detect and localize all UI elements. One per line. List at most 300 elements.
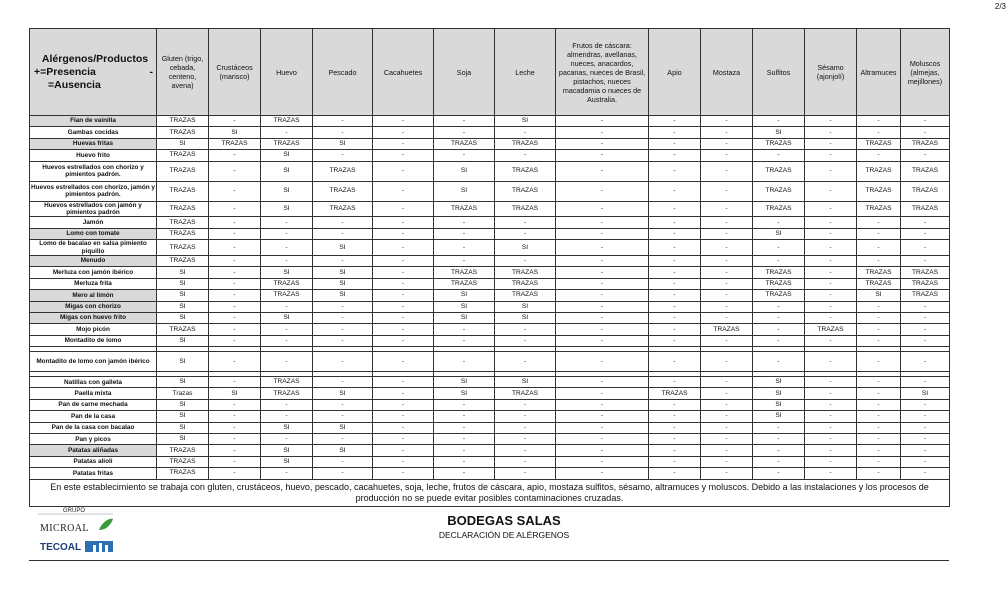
allergen-cell: -	[261, 324, 313, 335]
allergen-cell: SI	[313, 290, 373, 301]
allergen-cell: -	[209, 255, 261, 266]
allergen-cell: TRAZAS	[261, 278, 313, 289]
table-row	[30, 116, 950, 127]
table-row	[30, 445, 950, 456]
allergen-cell: SI	[261, 267, 313, 278]
allergen-cell: -	[556, 278, 649, 289]
allergen-cell: -	[373, 324, 434, 335]
allergen-cell: -	[649, 278, 701, 289]
product-name: Paella mixta	[30, 388, 157, 399]
allergen-cell: -	[901, 411, 950, 422]
table-row	[30, 228, 950, 239]
table-row	[30, 456, 950, 467]
allergen-cell: -	[556, 228, 649, 239]
allergen-cell: SI	[753, 399, 805, 410]
allergen-cell: -	[805, 290, 857, 301]
allergen-cell: -	[373, 290, 434, 301]
allergen-cell: -	[495, 150, 556, 161]
allergen-cell: -	[901, 434, 950, 445]
allergen-cell: -	[649, 377, 701, 388]
allergen-cell: -	[901, 324, 950, 335]
column-header: Mostaza	[701, 29, 753, 116]
allergen-cell: -	[313, 468, 373, 479]
allergen-cell: SI	[261, 161, 313, 181]
allergen-cell: -	[805, 312, 857, 323]
allergen-cell: -	[701, 267, 753, 278]
allergen-cell: TRAZAS	[157, 468, 209, 479]
allergen-cell: -	[805, 228, 857, 239]
allergen-cell: -	[753, 468, 805, 479]
allergen-cell: -	[901, 352, 950, 372]
allergen-cell: -	[805, 411, 857, 422]
allergen-cell: TRAZAS	[753, 161, 805, 181]
allergen-cell: TRAZAS	[157, 181, 209, 201]
allergen-cell: -	[556, 468, 649, 479]
table-row	[30, 278, 950, 289]
allergen-cell: TRAZAS	[209, 138, 261, 149]
allergen-cell: -	[495, 335, 556, 346]
allergen-cell: -	[209, 228, 261, 239]
allergen-cell: -	[649, 411, 701, 422]
allergen-cell: -	[556, 335, 649, 346]
table-row	[30, 312, 950, 323]
product-name: Pan de carne mechada	[30, 399, 157, 410]
header-line: Alérgenos/Productos	[41, 52, 149, 65]
table-row	[30, 411, 950, 422]
allergen-cell: -	[556, 434, 649, 445]
allergen-cell: -	[857, 399, 901, 410]
allergen-cell: -	[857, 217, 901, 228]
allergen-cell: -	[805, 138, 857, 149]
allergen-cell: -	[495, 468, 556, 479]
allergen-cell: TRAZAS	[157, 161, 209, 181]
allergen-cell: SI	[261, 456, 313, 467]
allergen-cell: -	[701, 456, 753, 467]
allergen-cell: -	[753, 312, 805, 323]
allergen-cell: TRAZAS	[901, 267, 950, 278]
allergen-cell: -	[261, 352, 313, 372]
allergen-cell: -	[857, 255, 901, 266]
allergen-cell: -	[556, 201, 649, 217]
allergen-cell: SI	[157, 301, 209, 312]
allergen-cell: SI	[753, 388, 805, 399]
allergen-cell: -	[209, 278, 261, 289]
allergen-cell: -	[434, 399, 495, 410]
document-subtitle: DECLARACIÓN DE ALÉRGENOS	[438, 530, 570, 540]
allergen-cell: -	[901, 228, 950, 239]
allergen-cell: -	[753, 324, 805, 335]
allergen-cell: -	[209, 434, 261, 445]
product-name: Mero al limón	[30, 290, 157, 301]
allergen-cell: -	[753, 352, 805, 372]
allergen-cell: TRAZAS	[313, 181, 373, 201]
allergen-cell: -	[753, 255, 805, 266]
allergen-cell: -	[373, 445, 434, 456]
allergen-cell: SI	[434, 312, 495, 323]
allergen-cell: TRAZAS	[157, 456, 209, 467]
allergen-cell: SI	[313, 278, 373, 289]
allergen-cell: SI	[753, 377, 805, 388]
allergen-cell: -	[556, 312, 649, 323]
table-row	[30, 335, 950, 346]
allergen-cell: TRAZAS	[901, 278, 950, 289]
allergen-cell: -	[313, 127, 373, 138]
allergen-cell: TRAZAS	[701, 324, 753, 335]
allergen-cell: TRAZAS	[857, 278, 901, 289]
allergen-cell: TRAZAS	[495, 278, 556, 289]
allergen-cell: -	[556, 301, 649, 312]
allergen-cell: TRAZAS	[313, 161, 373, 181]
allergen-cell: TRAZAS	[434, 138, 495, 149]
allergen-cell: SI	[313, 388, 373, 399]
allergen-cell: -	[261, 411, 313, 422]
allergen-cell: -	[556, 324, 649, 335]
allergen-cell: -	[857, 127, 901, 138]
allergen-cell: -	[373, 377, 434, 388]
allergen-cell: -	[701, 434, 753, 445]
allergen-cell: -	[434, 116, 495, 127]
allergen-cell: -	[434, 456, 495, 467]
allergen-cell: -	[209, 468, 261, 479]
allergen-cell: SI	[753, 228, 805, 239]
footer-divider	[29, 560, 949, 561]
allergen-cell: -	[701, 290, 753, 301]
allergen-cell: TRAZAS	[901, 161, 950, 181]
allergen-cell: SI	[261, 181, 313, 201]
allergen-cell: -	[857, 240, 901, 256]
allergen-cell: SI	[434, 290, 495, 301]
allergen-cell: SI	[157, 434, 209, 445]
allergen-cell: -	[495, 434, 556, 445]
allergen-cell: TRAZAS	[805, 324, 857, 335]
allergen-cell: -	[495, 411, 556, 422]
allergen-cell: -	[701, 468, 753, 479]
allergen-cell: -	[701, 127, 753, 138]
allergen-cell: -	[434, 255, 495, 266]
allergen-cell: -	[805, 240, 857, 256]
allergen-cell: -	[209, 240, 261, 256]
allergen-cell: -	[857, 324, 901, 335]
allergen-cell: -	[373, 217, 434, 228]
allergen-cell: -	[373, 301, 434, 312]
allergen-cell: -	[753, 434, 805, 445]
allergen-cell: TRAZAS	[753, 290, 805, 301]
product-name: Huevos estrellados con jamón y pimientos padrón	[30, 201, 157, 217]
allergen-cell: -	[805, 399, 857, 410]
allergen-cell: -	[313, 255, 373, 266]
allergen-cell: -	[701, 352, 753, 372]
allergen-cell: -	[495, 399, 556, 410]
allergen-cell: -	[373, 422, 434, 433]
allergen-cell: SI	[261, 150, 313, 161]
allergen-cell: TRAZAS	[857, 267, 901, 278]
allergen-cell: TRAZAS	[157, 240, 209, 256]
allergen-cell: TRAZAS	[157, 324, 209, 335]
allergen-cell: -	[805, 468, 857, 479]
allergen-cell: SI	[157, 335, 209, 346]
allergen-cell: TRAZAS	[753, 138, 805, 149]
allergen-cell: SI	[495, 301, 556, 312]
allergen-cell: -	[373, 127, 434, 138]
allergen-cell: -	[701, 217, 753, 228]
allergen-cell: -	[701, 312, 753, 323]
allergen-cell: -	[805, 434, 857, 445]
allergen-cell: TRAZAS	[261, 388, 313, 399]
allergen-cell: -	[901, 468, 950, 479]
table-row	[30, 150, 950, 161]
allergen-cell: -	[857, 312, 901, 323]
allergen-cell: -	[805, 335, 857, 346]
allergen-cell: TRAZAS	[753, 278, 805, 289]
allergen-cell: -	[373, 201, 434, 217]
allergen-cell: SI	[753, 411, 805, 422]
table-row	[30, 201, 950, 217]
allergen-cell: SI	[313, 422, 373, 433]
allergen-cell: SI	[753, 127, 805, 138]
allergen-cell: -	[901, 335, 950, 346]
allergen-cell: -	[209, 456, 261, 467]
allergen-cell: TRAZAS	[495, 138, 556, 149]
allergen-cell: -	[701, 116, 753, 127]
allergen-cell: SI	[313, 267, 373, 278]
allergen-cell: -	[649, 335, 701, 346]
table-row	[30, 290, 950, 301]
product-name: Merluza con jamón ibérico	[30, 267, 157, 278]
product-name: Pan de la casa con bacalao	[30, 422, 157, 433]
allergen-cell: -	[209, 335, 261, 346]
allergen-cell: -	[373, 468, 434, 479]
allergen-cell: -	[373, 150, 434, 161]
allergen-cell: SI	[209, 388, 261, 399]
allergen-cell: -	[649, 445, 701, 456]
allergen-cell: -	[434, 324, 495, 335]
allergen-cell: SI	[495, 240, 556, 256]
allergen-cell: -	[649, 161, 701, 181]
allergen-cell: SI	[495, 377, 556, 388]
allergen-cell: -	[434, 335, 495, 346]
allergen-cell: -	[649, 181, 701, 201]
allergen-cell: SI	[434, 377, 495, 388]
allergen-cell: SI	[157, 422, 209, 433]
allergen-cell: -	[701, 411, 753, 422]
allergen-cell: -	[701, 161, 753, 181]
allergen-cell: -	[556, 181, 649, 201]
allergen-cell: -	[857, 468, 901, 479]
allergen-cell: -	[701, 377, 753, 388]
note-row	[30, 479, 950, 506]
allergen-cell: TRAZAS	[649, 388, 701, 399]
allergen-cell: SI	[313, 445, 373, 456]
product-name: Patatas alioli	[30, 456, 157, 467]
product-name: Huevos estrellados con chorizo, jamón y pimientos padrón.	[30, 181, 157, 201]
column-header: Soja	[434, 29, 495, 116]
column-header: Apio	[649, 29, 701, 116]
product-name: Montadito de lomo	[30, 335, 157, 346]
allergen-cell: SI	[261, 312, 313, 323]
allergen-cell: -	[556, 161, 649, 181]
allergen-cell: -	[901, 150, 950, 161]
allergen-cell: SI	[157, 138, 209, 149]
allergen-cell: TRAZAS	[434, 201, 495, 217]
table-row	[30, 301, 950, 312]
allergen-cell: TRAZAS	[261, 116, 313, 127]
allergen-cell: -	[556, 290, 649, 301]
table-row	[30, 324, 950, 335]
table-row	[30, 388, 950, 399]
header-line: =Ausencia	[48, 78, 101, 91]
allergen-cell: -	[434, 127, 495, 138]
column-header: Leche	[495, 29, 556, 116]
allergen-cell: -	[857, 352, 901, 372]
table-row	[30, 138, 950, 149]
logo-line2: TECOAL	[40, 542, 82, 553]
allergen-cell: TRAZAS	[157, 150, 209, 161]
allergen-cell: -	[556, 116, 649, 127]
column-header: Crustáceos (marisco)	[209, 29, 261, 116]
allergen-cell: -	[313, 228, 373, 239]
allergen-cell: -	[373, 267, 434, 278]
allergen-cell: -	[753, 301, 805, 312]
allergen-cell: -	[434, 434, 495, 445]
column-header: Gluten (trigo, cebada, centeno, avena)	[157, 29, 209, 116]
allergen-cell: -	[209, 312, 261, 323]
allergen-cell: -	[313, 456, 373, 467]
product-name: Lomo con tomate	[30, 228, 157, 239]
allergen-cell: -	[901, 422, 950, 433]
allergen-cell: SI	[157, 278, 209, 289]
allergen-cell: -	[857, 150, 901, 161]
allergen-cell: -	[313, 301, 373, 312]
cross-contamination-note: En este establecimiento se trabaja con gluten, crustáceos, huevo, pescado, cacahuetes, soja, leche, frutos de cáscara, apio, mostaza sulfitos, sésamo, altramuces y moluscos. Debido a las instalaciones y los procesos de producción no se puede evitar posibles contaminaciones cruzadas.	[30, 479, 950, 506]
allergen-cell: -	[649, 255, 701, 266]
allergen-cell: SI	[495, 116, 556, 127]
product-name: Flan de vainilla	[30, 116, 157, 127]
allergen-cell: -	[373, 434, 434, 445]
allergen-cell: SI	[434, 388, 495, 399]
allergen-cell: -	[556, 150, 649, 161]
allergen-cell: -	[805, 217, 857, 228]
allergen-cell: -	[901, 445, 950, 456]
allergen-cell: -	[753, 335, 805, 346]
allergen-cell: -	[649, 150, 701, 161]
allergen-cell: -	[209, 201, 261, 217]
allergen-cell: -	[373, 138, 434, 149]
allergen-cell: TRAZAS	[157, 445, 209, 456]
allergen-cell: -	[805, 255, 857, 266]
allergen-cell: SI	[313, 240, 373, 256]
allergen-cell: -	[556, 255, 649, 266]
allergen-cell: -	[556, 456, 649, 467]
allergen-cell: -	[261, 468, 313, 479]
allergen-cell: -	[313, 434, 373, 445]
allergen-cell: -	[373, 240, 434, 256]
allergen-cell: -	[901, 127, 950, 138]
allergen-cell: -	[857, 116, 901, 127]
allergen-cell: TRAZAS	[261, 377, 313, 388]
allergen-cell: -	[373, 399, 434, 410]
allergen-cell: -	[556, 445, 649, 456]
allergen-cell: -	[805, 422, 857, 433]
allergen-cell: -	[209, 217, 261, 228]
allergen-cell: -	[261, 399, 313, 410]
allergen-cell: TRAZAS	[901, 201, 950, 217]
allergen-cell: -	[701, 445, 753, 456]
allergen-cell: -	[373, 161, 434, 181]
allergen-cell: -	[556, 267, 649, 278]
allergen-cell: -	[649, 301, 701, 312]
allergen-cell: -	[373, 181, 434, 201]
product-name: Natillas con galleta	[30, 377, 157, 388]
allergen-cell: -	[701, 228, 753, 239]
allergen-cell: -	[313, 352, 373, 372]
allergen-cell: -	[434, 217, 495, 228]
allergen-cell: -	[901, 255, 950, 266]
allergen-cell: -	[701, 240, 753, 256]
allergen-cell: -	[434, 422, 495, 433]
allergen-cell: -	[649, 456, 701, 467]
allergen-cell: -	[313, 324, 373, 335]
allergen-cell: -	[313, 335, 373, 346]
allergen-cell: TRAZAS	[495, 267, 556, 278]
table-row	[30, 217, 950, 228]
allergen-cell: -	[701, 399, 753, 410]
allergen-cell: -	[373, 352, 434, 372]
allergen-cell: SI	[157, 290, 209, 301]
allergen-cell: TRAZAS	[857, 181, 901, 201]
allergen-cell: -	[901, 116, 950, 127]
allergen-cell: TRAZAS	[434, 278, 495, 289]
allergen-cell: -	[261, 228, 313, 239]
allergen-cell: -	[313, 116, 373, 127]
allergen-cell: SI	[157, 377, 209, 388]
allergen-cell: -	[495, 255, 556, 266]
allergen-cell: -	[649, 116, 701, 127]
allergen-cell: -	[209, 267, 261, 278]
allergen-cell: -	[805, 161, 857, 181]
allergen-cell: -	[901, 399, 950, 410]
allergen-cell: -	[434, 411, 495, 422]
allergen-cell: -	[701, 422, 753, 433]
allergen-cell: -	[209, 377, 261, 388]
allergen-cell: -	[649, 468, 701, 479]
allergen-cell: -	[701, 181, 753, 201]
allergen-cell: SI	[857, 290, 901, 301]
allergen-table	[29, 28, 950, 507]
allergen-cell: -	[649, 127, 701, 138]
allergen-cell: -	[495, 324, 556, 335]
allergen-cell: TRAZAS	[495, 181, 556, 201]
allergen-cell: -	[857, 445, 901, 456]
allergen-cell: SI	[261, 445, 313, 456]
table-row	[30, 161, 950, 181]
allergen-cell: -	[373, 312, 434, 323]
logo-line1: MICROAL	[40, 523, 89, 534]
allergen-cell: -	[649, 324, 701, 335]
allergen-cell: -	[434, 352, 495, 372]
column-header: Altramuces	[857, 29, 901, 116]
allergen-cell: -	[209, 161, 261, 181]
allergen-cell: -	[209, 324, 261, 335]
allergen-cell: SI	[157, 267, 209, 278]
allergen-cell: -	[373, 116, 434, 127]
allergen-cell: -	[209, 399, 261, 410]
allergen-cell: -	[805, 116, 857, 127]
allergen-cell: -	[753, 217, 805, 228]
allergen-cell: -	[805, 388, 857, 399]
allergen-cell: -	[261, 434, 313, 445]
allergen-cell: -	[495, 228, 556, 239]
table-row	[30, 468, 950, 479]
